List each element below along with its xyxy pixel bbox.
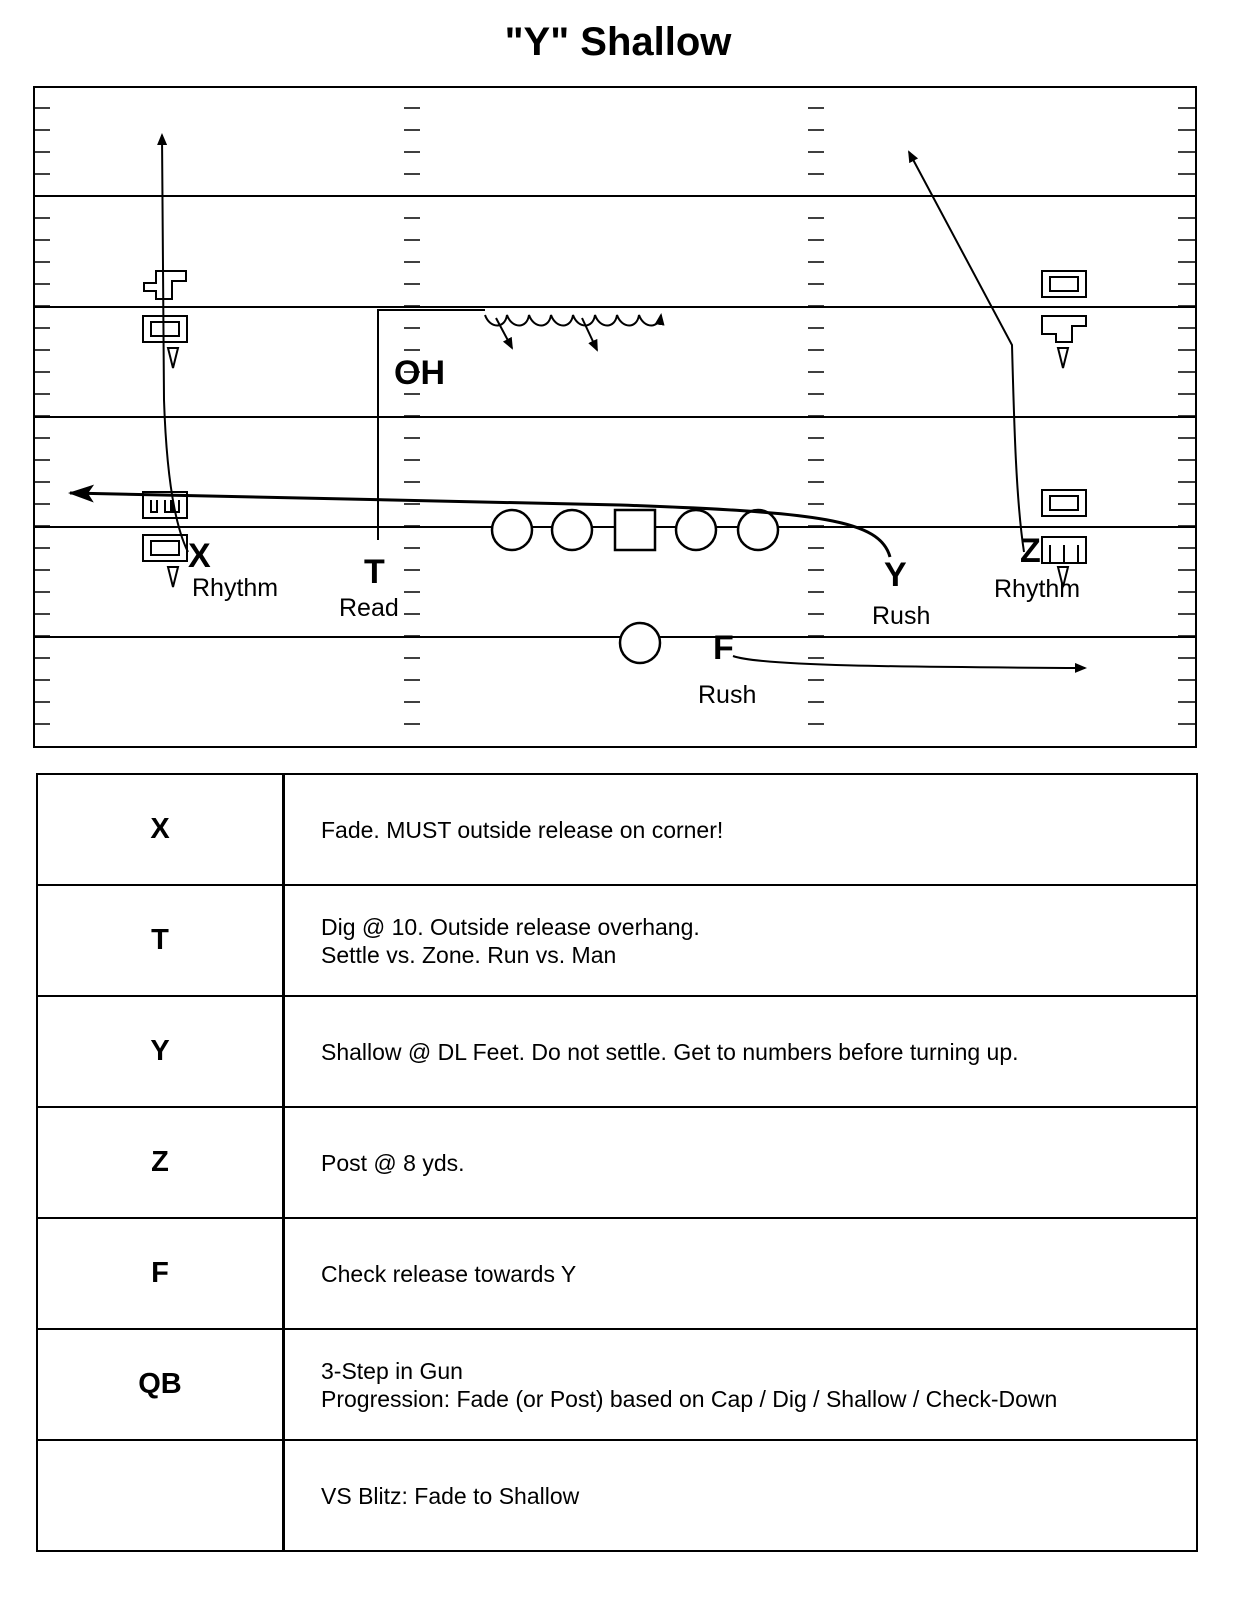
label-y-sub: Rush bbox=[872, 602, 931, 630]
defender-right-bottom bbox=[1042, 490, 1086, 587]
label-x-sub: Rhythm bbox=[192, 574, 279, 602]
assignment-position: X bbox=[37, 774, 284, 885]
assignment-line: Settle vs. Zone. Run vs. Man bbox=[321, 941, 617, 968]
defender-left-top bbox=[143, 271, 187, 368]
assignment-row bbox=[37, 1440, 1197, 1551]
assignment-row bbox=[37, 885, 1197, 996]
assignment-description bbox=[284, 1107, 1198, 1218]
assignment-row bbox=[37, 1107, 1197, 1218]
label-oh: OH bbox=[394, 354, 445, 392]
offensive-line bbox=[492, 510, 778, 663]
label-y: Y bbox=[884, 556, 907, 594]
assignment-row bbox=[37, 1218, 1197, 1329]
t-route-stem bbox=[378, 310, 485, 540]
assignment-position: T bbox=[37, 885, 284, 996]
assignment-line: Progression: Fade (or Post) based on Cap / Dig / Shallow / Check-Down bbox=[321, 1385, 1058, 1412]
label-f: F bbox=[713, 629, 734, 667]
assignment-line: VS Blitz: Fade to Shallow bbox=[321, 1482, 580, 1509]
t-route-loops bbox=[485, 315, 661, 326]
t-break-2 bbox=[582, 318, 597, 350]
assignment-description bbox=[284, 996, 1198, 1107]
assignment-description bbox=[284, 1329, 1198, 1440]
assignment-description bbox=[284, 1440, 1198, 1551]
label-t: T bbox=[364, 553, 385, 591]
assignment-position: QB bbox=[37, 1329, 284, 1440]
assignment-description bbox=[284, 885, 1198, 996]
assignment-position: Y bbox=[37, 996, 284, 1107]
z-route bbox=[909, 152, 1024, 552]
label-z-sub: Rhythm bbox=[994, 575, 1081, 603]
assignment-position bbox=[37, 1440, 284, 1551]
x-route bbox=[162, 135, 188, 552]
assignment-line: Dig @ 10. Outside release overhang. bbox=[321, 913, 700, 940]
assignment-position: F bbox=[37, 1218, 284, 1329]
label-x: X bbox=[188, 537, 211, 575]
defender-left-bottom bbox=[143, 492, 187, 587]
play-title: "Y" Shallow bbox=[504, 20, 732, 64]
label-f-sub: Rush bbox=[698, 681, 757, 709]
label-z: Z bbox=[1020, 532, 1041, 570]
f-route bbox=[733, 656, 1085, 668]
assignment-line: Shallow @ DL Feet. Do not settle. Get to numbers before turning up. bbox=[321, 1038, 1019, 1065]
assignment-line: 3-Step in Gun bbox=[321, 1357, 463, 1384]
assignment-row bbox=[37, 1329, 1197, 1440]
assignment-description bbox=[284, 1218, 1198, 1329]
label-t-sub: Read bbox=[339, 594, 399, 622]
defender-right-top bbox=[1042, 271, 1086, 368]
assignments-table bbox=[36, 773, 1198, 1552]
assignment-line: Post @ 8 yds. bbox=[321, 1149, 465, 1176]
assignment-description bbox=[284, 774, 1198, 885]
assignment-row bbox=[37, 996, 1197, 1107]
assignment-row bbox=[37, 774, 1197, 885]
assignment-line: Check release towards Y bbox=[321, 1260, 577, 1287]
assignment-position: Z bbox=[37, 1107, 284, 1218]
play-diagram bbox=[0, 0, 1236, 760]
assignment-line: Fade. MUST outside release on corner! bbox=[321, 816, 724, 843]
